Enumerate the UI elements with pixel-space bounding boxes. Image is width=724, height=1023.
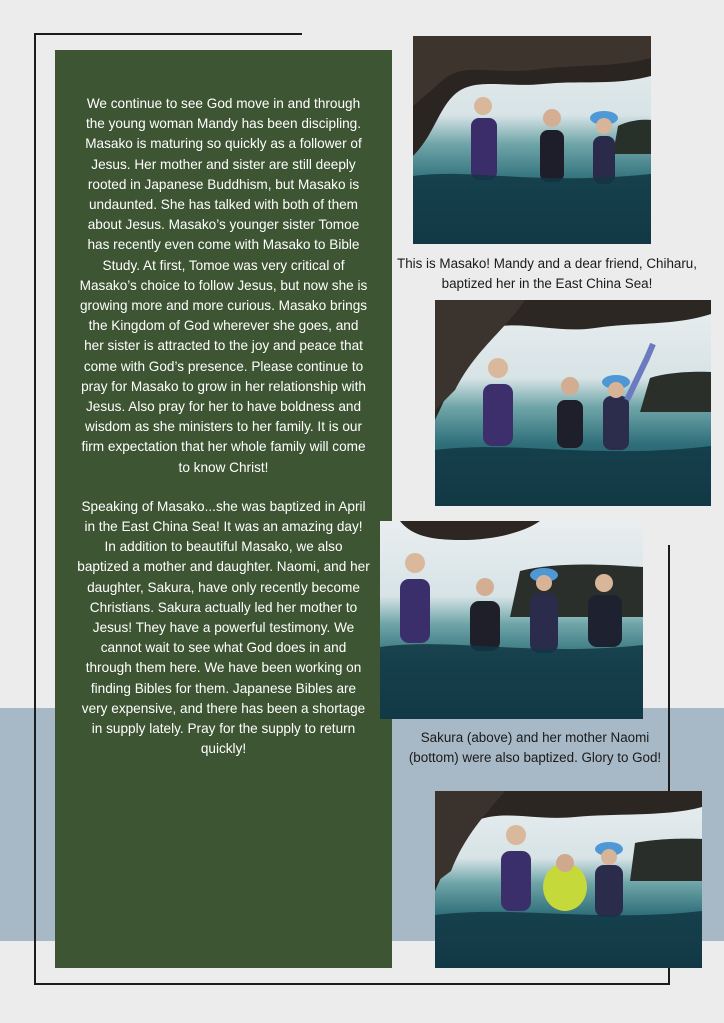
caption-sakura-naomi: Sakura (above) and her mother Naomi (bottom) were also baptized. Glory to God! bbox=[408, 730, 662, 765]
article-paragraph-2: Speaking of Masako...she was baptized in April in the East China Sea! It was an amazing day! In addition to beautiful Masako, we also baptized a mother and daughter. Naomi, and her daughter, Sakura, have only recently become Christians. Sakura actually led her mother to Jesus! They have a powerful testimony. We cannot wait to see what God does in and through them here. We have been working on finding Bibles for them. Japanese Bibles are very expensive, and there has been a shortage in supply lately. Pray for the supply to return quickly! bbox=[77, 498, 370, 757]
baptism-photo-naomi bbox=[435, 791, 702, 968]
baptism-photo-sakura bbox=[380, 521, 643, 719]
frame-line-top bbox=[34, 33, 302, 35]
baptism-photo-masako bbox=[413, 36, 651, 244]
article-panel bbox=[55, 50, 392, 968]
caption-masako: This is Masako! Mandy and a dear friend, Chiharu, baptized her in the East China Sea! bbox=[397, 256, 697, 291]
baptism-photo-2 bbox=[435, 300, 711, 506]
article-paragraph-1: We continue to see God move in and through the young woman Mandy has been discipling. Masako is maturing so quickly as a follower of Jesus. Her mother and sister are still deeply rooted in Japanese Buddhism, but Masako is undaunted. She has talked with both of them about Jesus. Masako’s younger sister Tomoe has recently even come with Masako to Bible Study. At first, Tomoe was very critical of Masako’s choice to follow Jesus, but now she is growing more and more curious. Masako brings the Kingdom of God wherever she goes, and her sister is attracted to the joy and peace that come with God’s presence. Please continue to pray for Masako to grow in her relationship with Jesus. Also pray for her to have boldness and wisdom as she ministers to her family. It is our firm expectation that her whole family will come to know Christ! bbox=[79, 96, 368, 475]
frame-line-left bbox=[34, 33, 36, 985]
frame-line-bottom bbox=[34, 983, 670, 985]
